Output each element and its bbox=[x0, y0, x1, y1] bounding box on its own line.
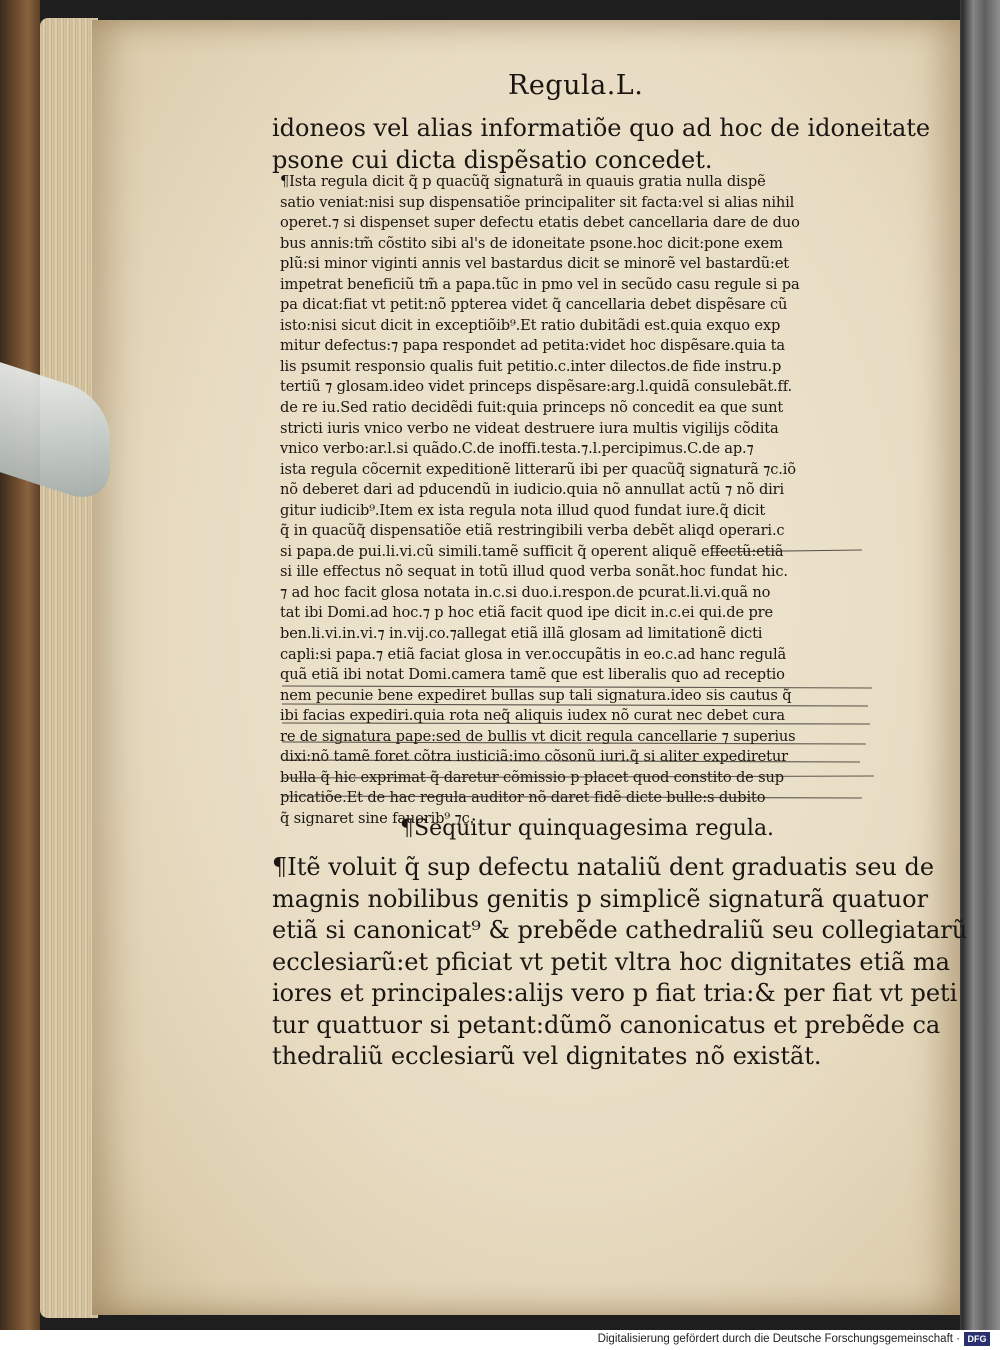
text-line: nem pecunie bene expediret bullas sup tali signatura.ideo sis cautus q̃ bbox=[280, 686, 792, 704]
text-line: tat ibi Domi.ad hoc.⁊ p hoc etiã facit quod ipe dicit in.c.ei qui.de pre bbox=[280, 604, 773, 622]
text-line: plũ:si minor viginti annis vel bastardus dicit se minorẽ vel bastardũ:et bbox=[280, 255, 790, 273]
text-line: operet.⁊ si dispenset super defectu etatis debet cancellaria dare de duo bbox=[280, 214, 800, 232]
text-line: stricti iuris vnico verbo ne videat destruere iura multis vigilijs cõdita bbox=[280, 419, 779, 437]
text-line: si ille effectus nõ sequat in totũ illud quod verba sonãt.hoc fundat hic. bbox=[280, 563, 788, 581]
text-line: tertiũ ⁊ glosam.ideo videt princeps dispẽsare:arg.l.quidã consulebãt.ff. bbox=[280, 378, 793, 396]
text-line: tur quattuor si petant:dũmõ canonicatus et prebẽde ca bbox=[272, 1010, 941, 1039]
text-line: magnis nobilibus genitis p simplicẽ signaturã quatuor bbox=[272, 884, 929, 913]
rule-text bbox=[272, 852, 967, 1073]
funding-note: Digitalisierung gefördert durch die Deutsche Forschungsgemeinschaft · bbox=[597, 1333, 960, 1345]
opening-lines bbox=[272, 112, 930, 176]
text-line: bulla q̃ hic exprimat q̃ daretur cõmissio p placet quod constito de sup bbox=[280, 768, 784, 786]
text-line: psone cui dicta dispẽsatio concedet. bbox=[272, 146, 713, 174]
text-line: bus annis:tm̃ cõstito sibi al's de idoneitate psone.hoc dicit:pone exem bbox=[280, 234, 783, 252]
text-line: impetrat beneficiũ tm̃ a papa.tũc in pmo vel in secũdo casu regule si pa bbox=[280, 275, 800, 293]
facing-page-edge bbox=[962, 0, 1000, 1330]
text-line: satio veniat:nisi sup dispensatiõe principaliter sit facta:vel si alias nihil bbox=[280, 193, 795, 211]
text-line: dixi:nõ tamẽ foret cõtra iusticiã:imo cõsonũ iuri.q̃ si aliter expediretur bbox=[280, 748, 788, 766]
text-line: plicatiõe.Et de hac regula auditor nõ daret fidẽ dicte bulle:s dubito bbox=[280, 789, 766, 807]
text-line: ista regula cõcernit expeditionẽ litterarũ ibi per quacũq̃ signaturã ⁊c.iõ bbox=[280, 460, 796, 478]
text-line: quã etiã ibi notat Domi.camera tamẽ que est liberalis quo ad receptio bbox=[280, 666, 785, 684]
text-line: q̃ in quacũq̃ dispensatiõe etiã restringibili verba debẽt aliqd operari.c bbox=[280, 522, 785, 540]
text-line: mitur defectus:⁊ papa respondet ad petita:videt hoc dispẽsare.quia ta bbox=[280, 337, 785, 355]
text-line: pa dicat:fiat vt petit:nõ ppterea videt q̃ cancellaria debet dispẽsare cũ bbox=[280, 296, 788, 314]
text-line: nõ deberet dari ad pducendũ in iudicio.quia nõ annullat actũ ⁊ nõ diri bbox=[280, 481, 785, 499]
text-line: ben.li.vi.in.vi.⁊ in.vij.co.⁊allegat etiã illã glosam ad limitationẽ dicti bbox=[280, 625, 763, 643]
commentary-text bbox=[280, 172, 800, 830]
text-line: si papa.de pui.li.vi.cũ simili.tamẽ sufficit q̃ operent aliquẽ effectũ:etiã bbox=[280, 542, 784, 560]
page-stack-edge bbox=[40, 18, 98, 1318]
text-line: ¶Itẽ voluit q̃ sup defectu nataliũ dent graduatis seu de bbox=[272, 853, 935, 881]
text-line: capli:si papa.⁊ etiã faciat glosa in ver.occupãtis in eo.c.ad hanc regulã bbox=[280, 645, 787, 663]
running-header: Regula.L. bbox=[508, 70, 644, 101]
text-line: ¶Ista regula dicit q̃ p quacũq̃ signaturã in quauis gratia nulla dispẽ bbox=[280, 173, 766, 190]
text-line: ibi facias expediri.quia rota neq̃ aliquis iudex nõ curat nec debet cura bbox=[280, 707, 785, 725]
text-line: gitur iudicib⁹.Item ex ista regula nota illud quod fundat iure.q̃ dicit bbox=[280, 501, 766, 519]
text-line: thedraliũ ecclesiarũ vel dignitates nõ existãt. bbox=[272, 1042, 822, 1070]
text-line: ecclesiarũ:et pficiat vt petit vltra hoc dignitates etiã ma bbox=[272, 947, 950, 976]
text-line: idoneos vel alias informatiõe quo ad hoc de idoneitate bbox=[272, 114, 931, 142]
text-line: ⁊ ad hoc facit glosa notata in.c.si duo.i.respon.de pcurat.li.vi.quã no bbox=[280, 583, 771, 601]
text-line: vnico verbo:ar.l.si quãdo.C.de inoffi.testa.⁊.l.percipimus.C.de ap.⁊ bbox=[280, 440, 754, 458]
text-line: de re iu.Sed ratio decidẽdi fuit:quia princeps nõ concedit ea que sunt bbox=[280, 399, 784, 417]
dfg-logo: DFG bbox=[964, 1332, 990, 1346]
book-cover-edge bbox=[0, 0, 40, 1330]
text-line: etiã si canonicat⁹ & prebẽde cathedraliũ seu collegiatarũ bbox=[272, 916, 968, 944]
text-line: iores et principales:alijs vero p fiat tria:& per fiat vt peti bbox=[272, 979, 958, 1007]
text-line: lis psumit responsio qualis fuit petitio.c.inter dilectos.de fide instru.p bbox=[280, 357, 782, 375]
text-line: isto:nisi sicut dicit in exceptiõib⁹.Et ratio dubitãdi est.quia exquo exp bbox=[280, 316, 781, 334]
text-line: q̃ signaret sine fauorib⁹ ⁊c. bbox=[280, 809, 475, 827]
text-line: re de signatura pape:sed de bullis vt dicit regula cancellarie ⁊ superius bbox=[280, 727, 796, 745]
section-heading: ¶Sequitur quinquagesima regula. bbox=[400, 816, 775, 841]
